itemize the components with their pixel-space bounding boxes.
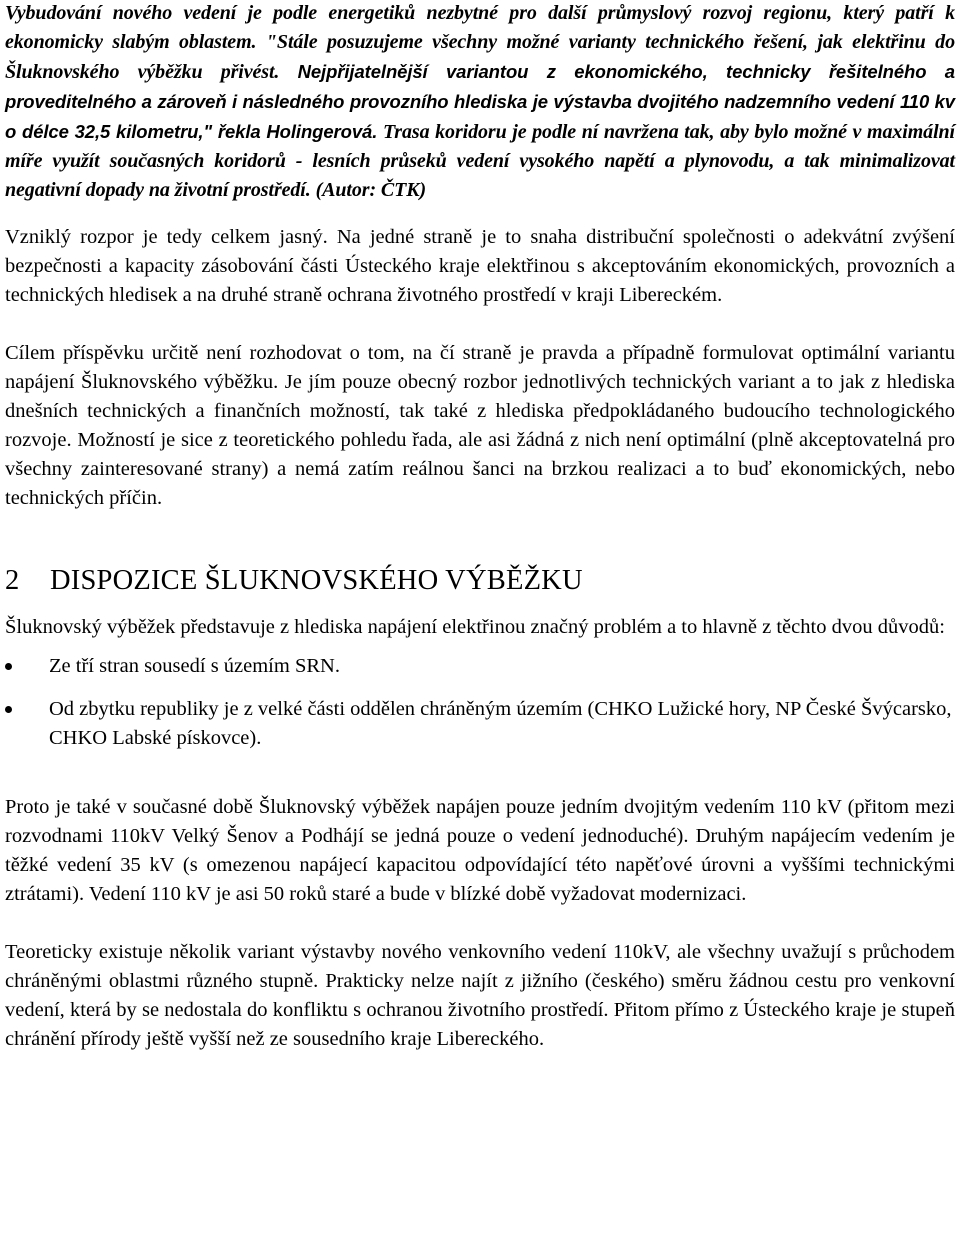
- section-heading: [5, 563, 955, 599]
- paragraph-variants: Teoreticky existuje několik variant výstavby nového venkovního vedení 110kV, ale všechny uvažují s průchodem chráněnými oblastmi různého stupně. Prakticky nelze najít z jižního (českého) směru žádnou cestu pro venkovní vedení, která by se nedostala do konfliktu s ochranou životního prostředí. Přitom přímo z Ústeckého kraje je stupeň chránění přírody ještě vyšší než ze sousedního kraje Libereckého.: [5, 941, 955, 1050]
- document-page: [5, 0, 955, 1054]
- quote-part-2: Nejpřijatelnější variantou z ekonomického, technicky řešitelného a proveditelného a zároveň i následného provozního hlediska je výstavba dvojitého nadzemního vedení 110 kv o délce 32,5 kilometru," řekla Holingerová.: [5, 61, 955, 142]
- news-quote: [5, 0, 955, 205]
- quote-part-3: Trasa koridoru je podle ní navržena tak, aby bylo možné v maximální míře využít současných koridorů - lesních průseků vedení vysokého napětí a plynovodu, a tak minimalizovat negativní dopady na životní prostředí.: [5, 121, 956, 201]
- paragraph-aim: Cílem příspěvku určitě není rozhodovat o tom, na čí straně je pravda a případně formulovat optimální variantu napájení Šluknovského výběžku. Je jím pouze obecný rozbor jednotlivých technických variant a to jak z hlediska dnešních technických a finančních možností, tak také z hlediska předpokládaného budoucího technologického rozvoje. Možností je sice z teoretického pohledu řada, ale asi žádná z nich není optimální (plně akceptovatelná pro všechny zainteresované strany) a nemá zatím reálnou šanci na brzkou realizaci a to buď ekonomických, nebo technických příčin.: [5, 342, 955, 509]
- list-item-text: Od zbytku republiky je z velké části oddělen chráněným územím (CHKO Lužické hory, NP České Švýcarsko, CHKO Labské pískovce).: [49, 698, 952, 749]
- section-intro: Šluknovský výběžek představuje z hlediska napájení elektřinou značný problém a to hlavně z těchto dvou důvodů:: [5, 616, 945, 638]
- list-item: [5, 652, 955, 681]
- section-number: 2: [5, 565, 20, 596]
- list-item: [5, 695, 955, 753]
- bullet-icon: [5, 706, 12, 713]
- quote-source: (Autor: ČTK): [315, 179, 427, 201]
- reasons-list: [5, 652, 955, 753]
- bullet-icon: [5, 663, 12, 670]
- section-title: DISPOZICE ŠLUKNOVSKÉHO VÝBĚŽKU: [50, 565, 583, 596]
- paragraph-current-supply: Proto je také v současné době Šluknovský výběžek napájen pouze jedním dvojitým vedením 110 kV (přitom mezi rozvodnami 110kV Velký Šenov a Podhájí se jedná pouze o vedení jednoduché). Druhým napájecím vedením je těžké vedení 35 kV (s omezenou napájecí kapacitou odpovídající této napěťové úrovni a vyššími technickými ztrátami). Vedení 110 kV je asi 50 roků staré a bude v blízké době vyžadovat modernizaci.: [5, 796, 955, 905]
- paragraph-conflict: Vzniklý rozpor je tedy celkem jasný. Na jedné straně je to snaha distribuční společnosti o adekvátní zvýšení bezpečnosti a kapacity zásobování části Ústeckého kraje elektřinou s akceptováním ekonomických, provozních a technických hledisek a na druhé straně ochrana životného prostředí v kraji Libereckém.: [5, 226, 955, 306]
- quote-part-1: Vybudování nového vedení je podle energetiků nezbytné pro další průmyslový rozvoj regionu, který patří k ekonomicky slabým oblastem. "Stále posuzujeme všechny možné varianty technického řešení, jak elektřinu do Šluknovského výběžku přivést.: [5, 2, 955, 83]
- list-item-text: Ze tří stran sousedí s územím SRN.: [49, 655, 340, 677]
